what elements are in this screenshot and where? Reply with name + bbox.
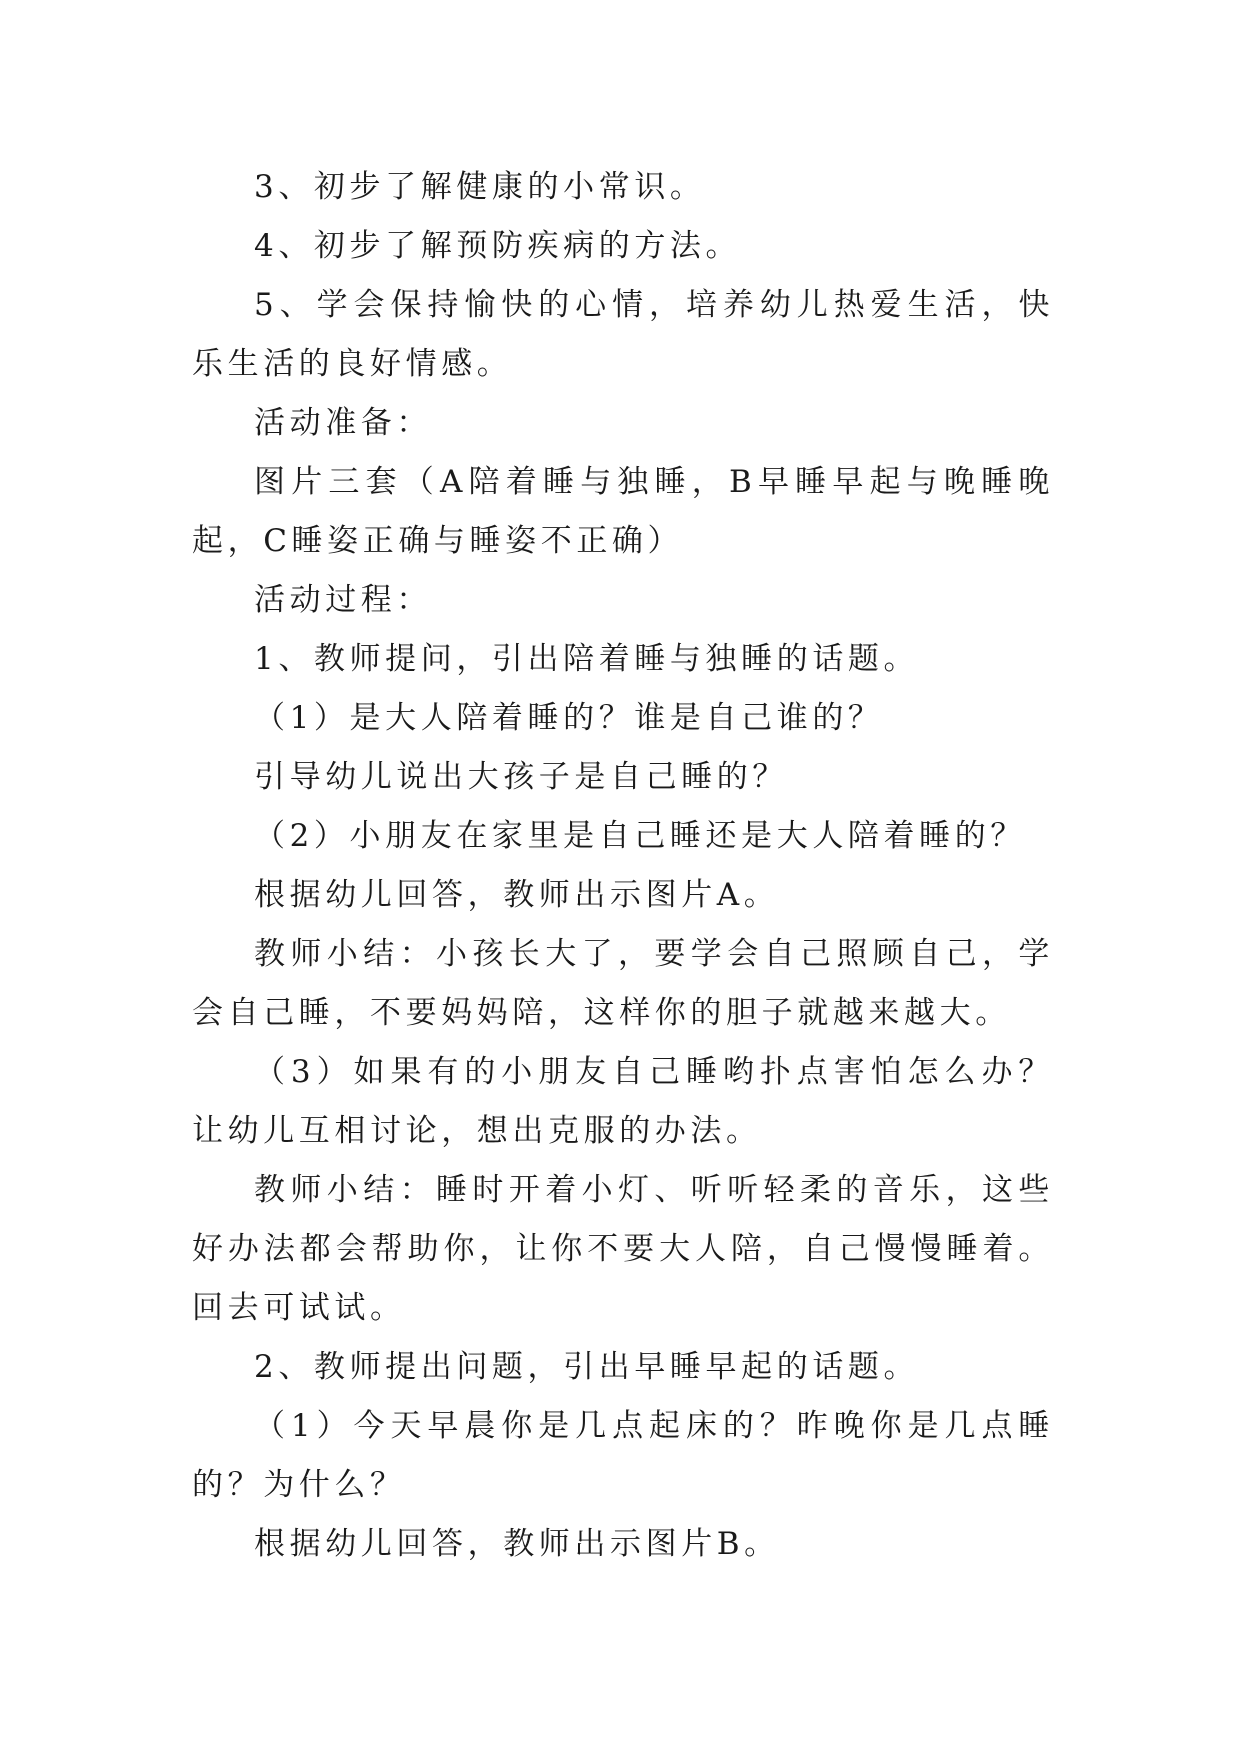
paragraph-guide: 引导幼儿说出大孩子是自己睡的？ [254, 759, 788, 795]
paragraph-teacher-summary-2: 教师小结：睡时开着小灯、听听轻柔的音乐，这些好办法都会帮助你，让你不要大人陪，自己慢慢睡着。回去可试试。 [192, 1172, 1054, 1326]
paragraph-teacher-summary-1: 教师小结：小孩长大了，要学会自己照顾自己，学会自己睡，不要妈妈陪，这样你的胆子就越来越大。 [192, 936, 1054, 1031]
document-body [192, 158, 1054, 1574]
paragraph-question-1-1: （1）是大人陪着睡的？谁是自己谁的？ [254, 700, 884, 736]
paragraph-show-picture-b: 根据幼儿回答，教师出示图片B。 [254, 1526, 780, 1562]
heading-activity-preparation: 活动准备： [254, 405, 432, 441]
paragraph-question-1-3: （3）如果有的小朋友自己睡哟扑点害怕怎么办？让幼儿互相讨论，想出克服的办法。 [192, 1054, 1054, 1149]
paragraph-objective-3: 3、初步了解健康的小常识。 [254, 169, 706, 205]
paragraph-step-1: 1、教师提问，引出陪着睡与独睡的话题。 [254, 641, 920, 677]
paragraph-objective-4: 4、初步了解预防疾病的方法。 [254, 228, 742, 264]
paragraph-objective-5: 5、学会保持愉快的心情，培养幼儿热爱生活，快乐生活的良好情感。 [192, 287, 1054, 382]
paragraph-step-2: 2、教师提出问题，引出早睡早起的话题。 [254, 1349, 920, 1385]
paragraph-show-picture-a: 根据幼儿回答，教师出示图片A。 [254, 877, 780, 913]
heading-activity-process: 活动过程： [254, 582, 432, 618]
paragraph-question-1-2: （2）小朋友在家里是自己睡还是大人陪着睡的？ [254, 818, 1026, 854]
paragraph-materials: 图片三套（A陪着睡与独睡，B早睡早起与晚睡晚起，C睡姿正确与睡姿不正确） [192, 464, 1054, 559]
paragraph-question-2-1: （1）今天早晨你是几点起床的？昨晚你是几点睡的？为什么？ [192, 1408, 1054, 1503]
